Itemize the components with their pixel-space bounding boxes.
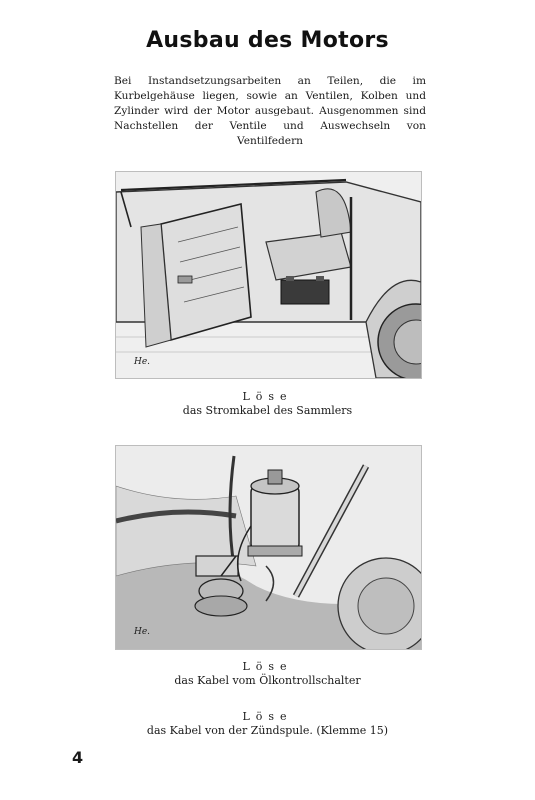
artist-signature: He. [134,627,151,637]
illustration-engine-detail [115,445,422,650]
figure-2-caption-word: Löse [242,660,293,673]
figure-1-caption: das Stromkabel des Sammlers [182,404,353,417]
page-title: Ausbau des Motors [146,28,389,53]
third-caption: das Kabel von der Zündspule. (Klemme 15) [146,724,389,737]
page-number: 4 [72,748,84,767]
third-caption-word: Löse [242,710,293,723]
engine-detail-drawing [116,446,421,649]
intro-paragraph: Bei Instandsetzungsarbeiten an Teilen, die im Kurbelgehäuse liegen, sowie an Ventilen, Kolben und Zylinder wird der Motor ausgebaut. Ausgenommen sind Nachstellen der Ventile und Auswechseln von Ventilfedern [114,75,426,147]
figure-1-caption-word: Löse [242,390,293,403]
artist-signature: He. [134,357,151,367]
illustration-vehicle-door [115,171,422,379]
vehicle-door-drawing [116,172,421,378]
figure-2-caption: das Kabel vom Ölkontrollschalter [174,674,361,687]
